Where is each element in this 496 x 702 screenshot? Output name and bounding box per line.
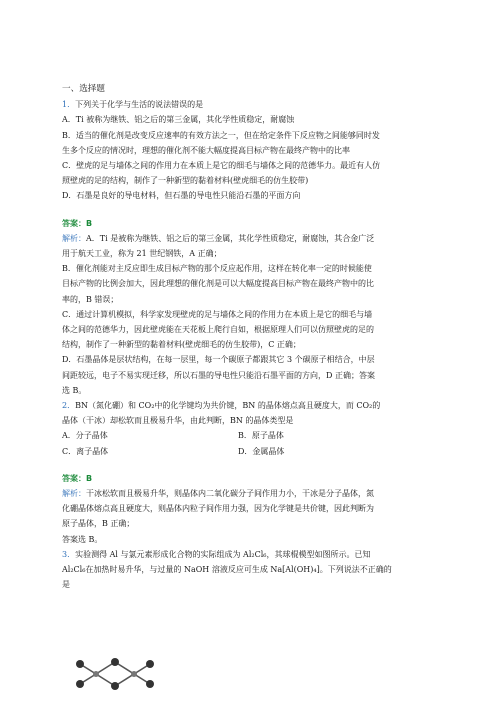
option-a: A．Ti 被称为继铁、铝之后的第三金属，其化学性质稳定，耐腐蚀 xyxy=(62,115,295,125)
analysis-label: 解析： xyxy=(62,489,86,499)
answer-line: 答案：B xyxy=(62,473,93,483)
analysis-label: 解析： xyxy=(62,233,86,243)
option-c: C．离子晶体 xyxy=(62,446,109,456)
option-d: D．金属晶体 xyxy=(238,446,285,456)
analysis-line: 答案选 B。 xyxy=(62,534,103,544)
question-number: 2． xyxy=(62,401,76,411)
analysis-line: 选 B。 xyxy=(62,385,87,395)
analysis-line: B．催化剂能对主反应即生成目标产物的那个反应起作用，这样在转化率一定的时候能使 xyxy=(62,264,372,274)
analysis-line: C．通过计算机模拟，科学家发现壁虎的足与墙体之间的作用力在本质上是它的细毛与墙 xyxy=(62,309,373,319)
option-c-cont: 照壁虎的足的结构，制作了一种新型的黏着材料(壁虎细毛的仿生胶带) xyxy=(62,176,309,186)
analysis-line: 体之间的范德华力，因此壁虎能在天花板上爬行自如，根据原理人们可以仿照壁虎的足的 xyxy=(62,325,374,335)
option-b: B．适当的催化剂是改变反应速率的有效方法之一，但在给定条件下反应物之间能够同时发 xyxy=(62,130,380,140)
analysis-line: 结构，制作了一种新型的黏着材料(壁虎细毛的仿生胶带)，C 正确； xyxy=(62,340,301,350)
option-a: A．分子晶体 xyxy=(62,431,108,441)
answer-line: 答案：B xyxy=(62,218,93,228)
option-b-cont: 生多个反应的情况时，理想的催化剂不能大幅度提高目标产物在最终产物中的比率 xyxy=(62,145,350,155)
answer-value: B xyxy=(86,473,93,483)
option-b: B．原子晶体 xyxy=(238,431,284,441)
question-3-stem: 3．实验测得 Al 与氯元素形成化合物的实际组成为 Al₂Cl₆，其球棍模型如图所示。已知 xyxy=(62,549,371,559)
analysis-line: 间距较远，电子不易实现迁移，所以石墨的导电性只能沿石墨平面的方向，D 正确；答案 xyxy=(62,370,375,380)
analysis-line: 解析：干冰松软而且极易升华，则晶体内二氧化碳分子间作用力小，干冰是分子晶体，氮 xyxy=(62,489,374,499)
answer-value: B xyxy=(86,218,93,228)
analysis-line: 用于航天工业，称为 21 世纪钢铁，A 正确； xyxy=(62,249,222,259)
document-body xyxy=(62,82,434,593)
analysis-line: 率的，B 错误； xyxy=(62,294,119,304)
question-1-stem: 1．下列关于化学与生活的说法错误的是 xyxy=(62,100,204,110)
question-3-stem-cont: Al₂Cl₆在加热时易升华，与过量的 NaOH 溶液反应可生成 Na[Al(OH)₄]。下列说法不正确的 xyxy=(62,565,392,575)
analysis-line: D．石墨晶体是层状结构，在每一层里，每一个碳原子都跟其它 3 个碳原子相结合，中层 xyxy=(62,355,375,365)
options-row xyxy=(62,428,434,443)
question-2 xyxy=(62,398,434,547)
option-d: D．石墨是良好的导电材料，但石墨的导电性只能沿石墨的平面方向 xyxy=(62,191,301,201)
analysis-line: 目标产物的比例会加大，因此理想的催化剂是可以大幅度提高目标产物在最终产物中的比 xyxy=(62,279,374,289)
analysis-line: 化硼晶体熔点高且硬度大，则晶体内粒子间作用力强，因为化学键是共价键，因此判断为 xyxy=(62,504,374,514)
options-row xyxy=(62,444,434,459)
question-1 xyxy=(62,97,434,398)
question-2-stem: 2．BN（氮化硼）和 CO₂中的化学键均为共价键，BN 的晶体熔点高且硬度大，而 CO₂的 xyxy=(62,401,381,411)
analysis-line: 解析：A．Ti 是被称为继铁、铝之后的第三金属，其化学性质稳定，耐腐蚀，其合金广泛 xyxy=(62,233,375,243)
option-c: C．壁虎的足与墙体之间的作用力在本质上是它的细毛与墙体之间的范德华力。最近有人仿 xyxy=(62,161,381,171)
analysis-line: 原子晶体，B 正确； xyxy=(62,519,135,529)
question-number: 1． xyxy=(62,100,76,110)
question-2-stem-cont: 晶体（干冰）却松软而且极易升华，由此判断，BN 的晶体类型是 xyxy=(62,416,294,426)
question-3-stem-cont: 是 xyxy=(62,580,70,590)
ball-and-stick-model-figure xyxy=(70,654,160,694)
question-number: 3． xyxy=(62,549,76,559)
question-3 xyxy=(62,547,434,593)
section-title: 一、选择题 xyxy=(62,84,105,94)
